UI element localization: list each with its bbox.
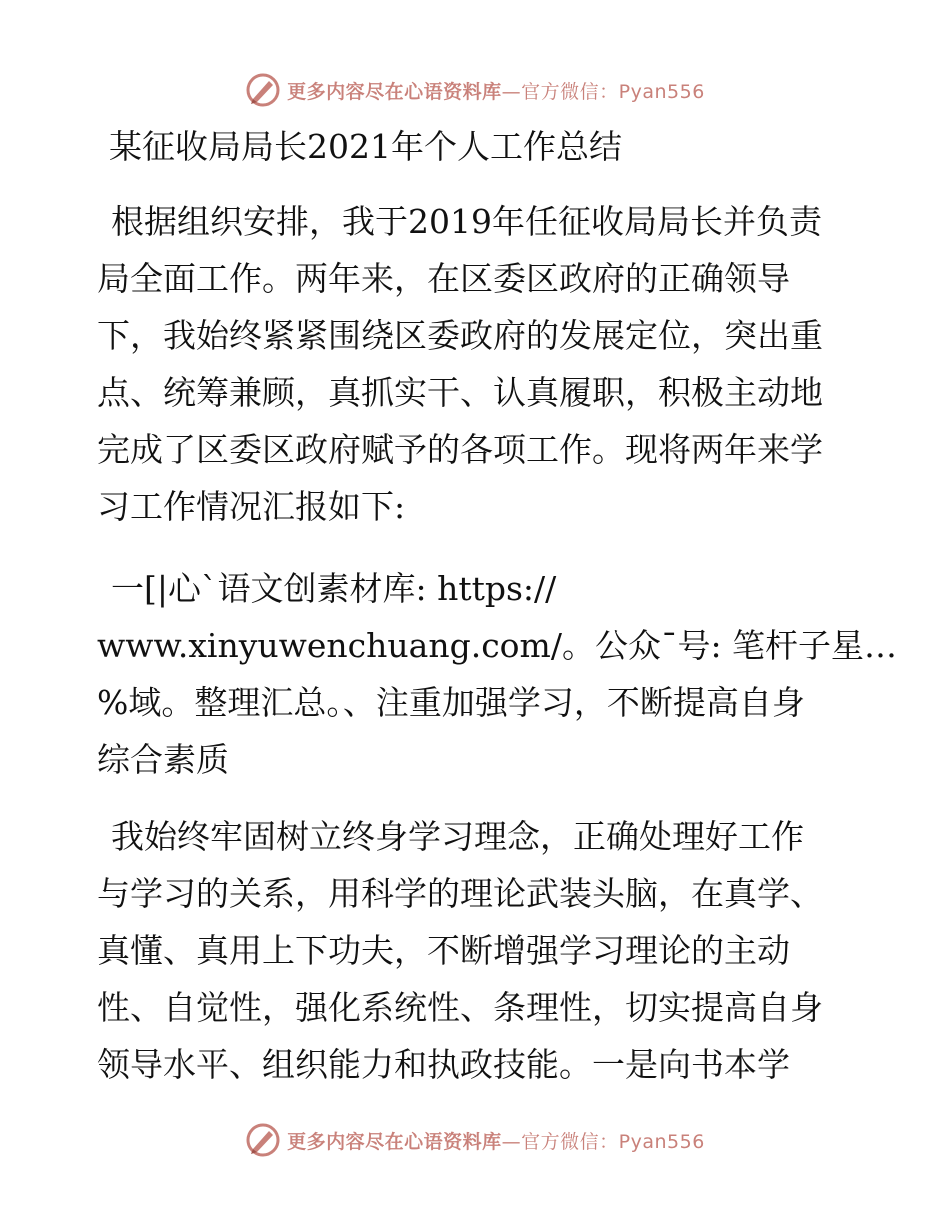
watermark-separator: — [501, 1130, 522, 1153]
paragraph-line: 根据组织安排，我于2019年任征收局局长并负责 [111, 202, 822, 241]
paragraph-line: 我始终牢固树立终身学习理念，正确处理好工作 [111, 817, 804, 856]
paragraph-line: 真懂、真用上下功夫，不断增强学习理论的主动 [97, 931, 790, 970]
paragraph-line: 综合素质 [97, 740, 229, 779]
watermark-separator: — [501, 80, 522, 103]
paragraph-line: 领导水平、组织能力和执政技能。一是向书本学 [97, 1045, 790, 1084]
paragraph-line: 完成了区委区政府赋予的各项工作。现将两年来学 [97, 430, 823, 469]
watermark-banner-top [0, 68, 950, 112]
paragraph-line: 下，我始终紧紧围绕区委政府的发展定位，突出重 [97, 316, 823, 355]
document-title: 某征收局局长2021年个人工作总结 [109, 127, 622, 166]
paragraph-line: %域。整理汇总。、注重加强学习，不断提高自身 [97, 683, 805, 722]
watermark-brand-text: 更多内容尽在心语资料库 [287, 80, 502, 103]
paragraph-section-heading [97, 560, 898, 788]
paragraph-line: 点、统筹兼顾，真抓实干、认真履职，积极主动地 [97, 373, 823, 412]
paragraph-line: 局全面工作。两年来，在区委区政府的正确领导 [97, 259, 790, 298]
pen-logo-icon [245, 72, 281, 108]
paragraph-line: 与学习的关系，用科学的理论武装头脑，在真学、 [97, 874, 823, 913]
watermark-banner-bottom [0, 1118, 950, 1162]
pen-logo-icon [245, 1122, 281, 1158]
watermark-brand-text: 更多内容尽在心语资料库 [287, 1130, 502, 1153]
paragraph-line: 性、自觉性，强化系统性、条理性，切实提高自身 [97, 988, 823, 1027]
paragraph-study [97, 808, 857, 1093]
paragraph-line: 习工作情况汇报如下: [97, 487, 406, 526]
paragraph-intro [97, 193, 857, 535]
watermark-account-text: 官方微信：Pyan556 [521, 80, 705, 103]
watermark-account-text: 官方微信：Pyan556 [521, 1130, 705, 1153]
paragraph-line: 一[|心`语文创素材库: https:// [111, 569, 557, 608]
paragraph-line: www.xinyuwenchuang.com/。公众¯号: 笔杆子星… [97, 626, 898, 665]
